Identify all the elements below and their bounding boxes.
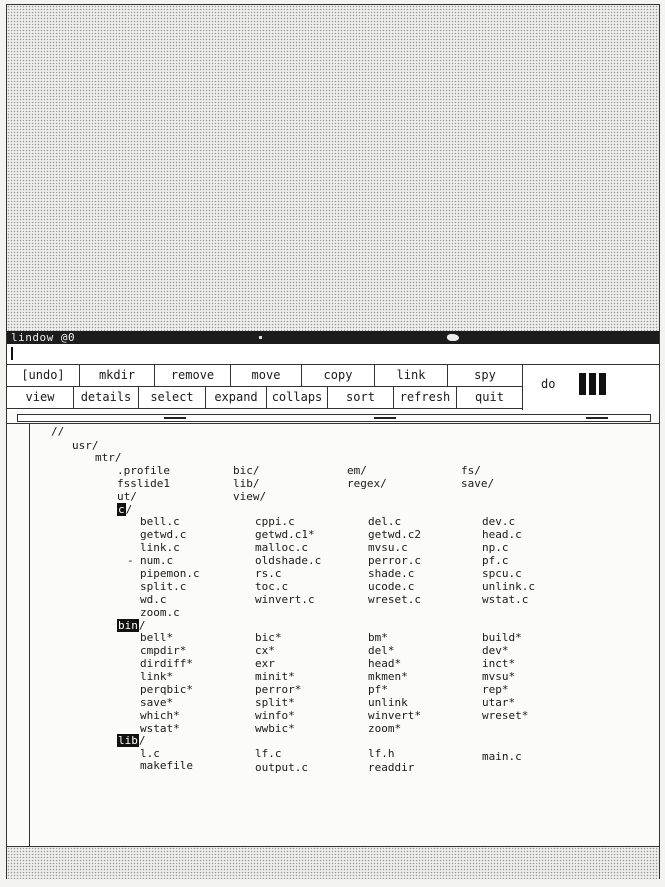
spy-button[interactable]: spy	[448, 365, 523, 387]
file-item[interactable]: pf*	[368, 683, 388, 696]
file-item[interactable]: zoom.c	[140, 606, 180, 619]
file-item[interactable]: rep*	[482, 683, 509, 696]
file-item[interactable]: wstat.c	[482, 593, 529, 606]
file-item[interactable]: dev*	[482, 644, 509, 657]
file-item[interactable]: del.c	[368, 515, 402, 528]
scroll-thumb[interactable]	[164, 417, 186, 419]
dir-mtr[interactable]: mtr/	[95, 451, 122, 464]
button-panel	[7, 364, 659, 411]
view-button[interactable]: view	[7, 387, 74, 409]
file-item[interactable]: wstat*	[140, 722, 180, 735]
file-item[interactable]: perror.c	[368, 554, 421, 567]
tree-entry[interactable]: regex/	[347, 477, 387, 490]
dir-lib[interactable]: lib/	[118, 734, 146, 747]
display-screen	[6, 4, 660, 879]
remove-button[interactable]: remove	[155, 365, 231, 387]
file-item[interactable]: readdir	[368, 761, 415, 774]
command-line[interactable]	[7, 344, 659, 364]
text-cursor	[11, 347, 13, 360]
file-item[interactable]: cmpdir*	[140, 644, 187, 657]
file-tree-view	[7, 424, 659, 846]
file-item[interactable]: perqbic*	[140, 683, 193, 696]
entry-marker: -	[127, 554, 134, 567]
scroll-thumb[interactable]	[374, 417, 396, 419]
title-bar-dot	[259, 336, 262, 339]
file-item[interactable]: split*	[255, 696, 295, 709]
file-item[interactable]: shade.c	[368, 567, 415, 580]
file-item[interactable]: save*	[140, 696, 174, 709]
selected-dir-label: c	[118, 503, 125, 516]
details-button[interactable]: details	[74, 387, 139, 409]
link-button[interactable]: link	[375, 365, 448, 387]
file-item[interactable]: getwd.c1*	[255, 528, 315, 541]
file-item[interactable]: bic*	[255, 631, 282, 644]
do-label: do	[541, 377, 556, 391]
file-item[interactable]: rs.c	[255, 567, 282, 580]
file-item[interactable]: pipemon.c	[140, 567, 200, 580]
tree-entry[interactable]: save/	[461, 477, 495, 490]
file-item[interactable]: build*	[482, 631, 522, 644]
window-title: lindow @0	[11, 331, 76, 344]
file-item[interactable]: wreset*	[482, 709, 529, 722]
file-item[interactable]: num.c	[140, 554, 174, 567]
file-item[interactable]: bell*	[140, 631, 174, 644]
tree-border	[29, 424, 30, 846]
file-item[interactable]: wwbic*	[255, 722, 295, 735]
file-item[interactable]: getwd.c	[140, 528, 187, 541]
file-item[interactable]: lf.h	[368, 747, 395, 760]
file-item[interactable]: spcu.c	[482, 567, 522, 580]
undo-button[interactable]: [undo]	[7, 365, 80, 387]
file-item[interactable]: del*	[368, 644, 395, 657]
file-item[interactable]: utar*	[482, 696, 516, 709]
selected-dir-label: lib	[118, 734, 138, 747]
file-item[interactable]: makefile	[140, 759, 193, 772]
dir-bin[interactable]: bin/	[118, 619, 146, 632]
file-item[interactable]: wreset.c	[368, 593, 421, 606]
file-item[interactable]: unlink.c	[482, 580, 535, 593]
file-item[interactable]: oldshade.c	[255, 554, 322, 567]
file-item[interactable]: exr	[255, 657, 275, 670]
select-button[interactable]: select	[139, 387, 206, 409]
file-item[interactable]: unlink	[368, 696, 408, 709]
file-item[interactable]: wd.c	[140, 593, 167, 606]
file-item[interactable]: inct*	[482, 657, 516, 670]
file-item[interactable]: link*	[140, 670, 174, 683]
file-item[interactable]: lf.c	[255, 747, 282, 760]
file-item[interactable]: split.c	[140, 580, 187, 593]
file-item[interactable]: link.c	[140, 541, 180, 554]
file-item[interactable]: dev.c	[482, 515, 516, 528]
file-item[interactable]: which*	[140, 709, 180, 722]
tree-entry[interactable]: .profile	[117, 464, 170, 477]
file-item[interactable]: minit*	[255, 670, 295, 683]
mkdir-button[interactable]: mkdir	[80, 365, 155, 387]
scroll-thumb[interactable]	[586, 417, 608, 419]
file-item[interactable]: bm*	[368, 631, 388, 644]
file-item[interactable]: toc.c	[255, 580, 289, 593]
bottom-window-area	[7, 846, 659, 879]
move-button[interactable]: move	[231, 365, 302, 387]
file-item[interactable]: malloc.c	[255, 541, 308, 554]
file-item[interactable]: dirdiff*	[140, 657, 193, 670]
mouse-cursor-icon	[447, 334, 459, 341]
file-item[interactable]: winvert*	[368, 709, 421, 722]
expand-button[interactable]: expand	[206, 387, 267, 409]
file-item[interactable]: mvsu*	[482, 670, 516, 683]
file-item[interactable]: winvert.c	[255, 593, 315, 606]
file-item[interactable]: cx*	[255, 644, 275, 657]
file-item[interactable]: getwd.c2	[368, 528, 421, 541]
file-item[interactable]: np.c	[482, 541, 509, 554]
file-item[interactable]: bell.c	[140, 515, 180, 528]
file-item[interactable]: cppi.c	[255, 515, 295, 528]
file-item[interactable]: head*	[368, 657, 402, 670]
file-item[interactable]: ucode.c	[368, 580, 415, 593]
refresh-button[interactable]: refresh	[394, 387, 457, 409]
horizontal-scrollbar[interactable]	[17, 414, 651, 422]
dir-c[interactable]: c/	[118, 503, 133, 516]
file-item[interactable]: perror*	[255, 683, 302, 696]
tree-entry[interactable]: em/	[347, 464, 367, 477]
tree-root[interactable]: //	[51, 425, 65, 438]
file-item[interactable]: main.c	[482, 750, 522, 763]
copy-button[interactable]: copy	[302, 365, 375, 387]
tree-entry[interactable]: fsslide1	[117, 477, 170, 490]
tree-entry[interactable]: view/	[233, 490, 267, 503]
upper-window-area	[7, 5, 659, 331]
file-item[interactable]: mvsu.c	[368, 541, 408, 554]
file-item[interactable]: pf.c	[482, 554, 509, 567]
sort-button[interactable]: sort	[328, 387, 394, 409]
window-title-bar[interactable]	[7, 331, 659, 344]
file-item[interactable]: head.c	[482, 528, 522, 541]
file-item[interactable]: l.c	[140, 747, 160, 760]
file-item[interactable]: output.c	[255, 761, 308, 774]
tree-entry[interactable]: ut/	[117, 490, 137, 503]
file-item[interactable]: mkmen*	[368, 670, 408, 683]
tree-entry[interactable]: lib/	[233, 477, 260, 490]
collaps-button[interactable]: collaps	[267, 387, 328, 409]
dir-usr[interactable]: usr/	[72, 439, 99, 452]
file-item[interactable]: zoom*	[368, 722, 402, 735]
tree-entry[interactable]: bic/	[233, 464, 260, 477]
file-item[interactable]: winfo*	[255, 709, 295, 722]
selected-dir-label: bin	[118, 619, 138, 632]
bars-icon[interactable]	[579, 373, 609, 399]
quit-button[interactable]: quit	[457, 387, 523, 409]
tree-entry[interactable]: fs/	[461, 464, 481, 477]
